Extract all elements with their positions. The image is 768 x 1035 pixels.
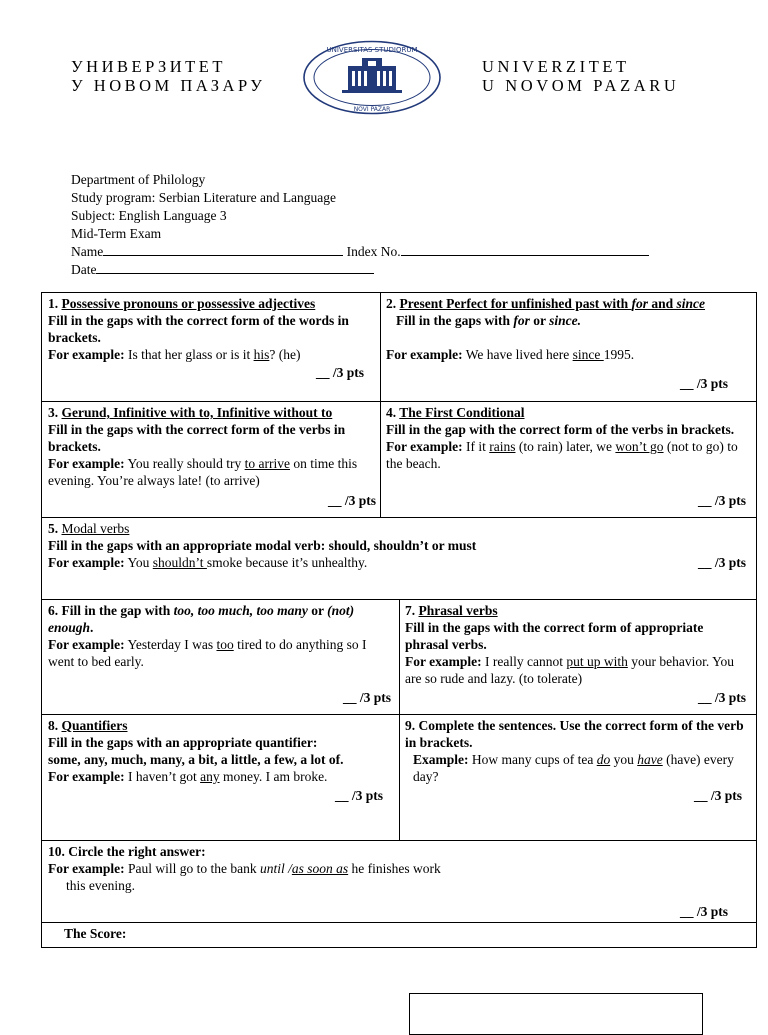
task-7-points: __ /3 pts [697,690,746,705]
task-7-instructions: Fill in the gaps with the correct form of appropriate phrasal verbs. [405,620,704,652]
task-5-instructions: Fill in the gaps with an appropriate modal verb: should, shouldn’t or must [48,538,477,553]
task-6-example: For example: Yesterday I was too tired to do anything so I went to bed early. [48,637,367,669]
task-3: 3. Gerund, Infinitive with to, Infinitive without to Fill in the gaps with the correct form of the verbs in brackets. For example: You really should try to arrive on time this evening. You’re always late! (to arrive) __ /3 pts [48,405,376,508]
task-9-title: 9. Complete the sentences. Use the correct form of the verb in brackets. [405,718,744,750]
task-8-points: __ /3 pts [334,788,383,803]
task-2: 2. Present Perfect for unfinished past with for and since Fill in the gaps with for or since. For example: We have lived here since 1995. __ /3 pts [380,293,756,401]
seal-top-text: UNIVERSITAS STUDIORUM [326,46,418,54]
task-4-instructions: Fill in the gap with the correct form of the verbs in brackets. [386,422,735,437]
cyrillic-line-2: У НОВОМ ПАЗАРУ [71,76,266,95]
cyrillic-line-1: УНИВЕРЗИТЕТ [71,57,226,76]
task-9-example: Example: How many cups of tea do you have (have) every day? [413,752,734,784]
task-6 [42,600,399,714]
date-field[interactable] [96,261,374,274]
task-8-instructions: Fill in the gaps with an appropriate quantifier: some, any, much, many, a bit, a little, a few, a lot of. [48,735,344,767]
task-1-example: For example: Is that her glass or is it his? (he) [48,347,301,362]
task-2-instructions: Fill in the gaps with for or since. [396,313,582,328]
exam-type: Mid-Term Exam [71,226,162,241]
task-row-2 [41,401,757,518]
task-2-title: Present Perfect for unfinished past with for and since [399,296,706,311]
task-7: 7. Phrasal verbs Fill in the gaps with the correct form of appropriate phrasal verbs. For example: I really cannot put up with your behavior. You are so rude and lazy. (to tolerate) __ /3 pts [399,600,756,714]
study-program: Study program: Serbian Literature and Language [71,190,337,205]
name-line [71,243,649,261]
task-4-example: For example: If it rains (to rain) later, we won’t go (not to go) to the beach. [386,439,738,471]
task-6-points: __ /3 pts [342,690,391,705]
seal-bottom-text: NOVI PAZAR [353,106,391,113]
task-4-title: The First Conditional [399,405,525,420]
task-9-points: __ /3 pts [693,788,742,803]
task-3-points: __ /3 pts [327,493,376,508]
task-7-title: Phrasal verbs [418,603,498,618]
task-7-example: For example: I really cannot put up with your behavior. You are so rude and lazy. (to tolerate) [405,654,734,686]
task-10-example: For example: Paul will go to the bank until /as soon as he finishes work [48,861,441,876]
task-8-title: Quantifiers [61,718,128,733]
task-10-title: 10. Circle the right answer: [48,844,206,859]
task-1-instructions: Fill in the gaps with the correct form of the words in brackets. [48,313,349,345]
task-row-4 [41,599,757,715]
task-8: 8. Quantifiers Fill in the gaps with an appropriate quantifier: some, any, much, many, a bit, a little, a few, a lot of. For example: I haven’t got any money. I am broke. __ /3 pts [42,715,399,840]
task-3-example: For example: You really should try to arrive on time this evening. You’re always late! (to arrive) [48,456,358,488]
task-5: 5. Modal verbs Fill in the gaps with an appropriate modal verb: should, shouldn’t or must For example: You shouldn’t smoke because it’s unhealthy. __ /3 pts [42,518,756,599]
exam-meta [71,171,649,279]
score-box[interactable] [409,993,703,1035]
score-row [41,922,757,948]
task-1-points: __ /3 pts [315,365,364,380]
task-10 [42,841,756,922]
task-row-5 [41,714,757,841]
name-field[interactable] [103,243,343,256]
task-10-example-line-2: this evening. [66,878,135,893]
score-label: The Score: [64,926,127,941]
name-label: Name [71,244,104,259]
task-3-instructions: Fill in the gaps with the correct form of the verbs in brackets. [48,422,346,454]
university-seal-logo [302,40,442,115]
task-5-points: __ /3 pts [697,555,746,570]
task-5-title: Modal verbs [61,521,130,536]
university-name-cyrillic [71,57,265,95]
task-6-title: 6. Fill in the gap with too, too much, too many or (not) enough. [48,603,355,635]
department: Department of Philology [71,172,206,187]
date-label: Date [71,262,97,277]
task-row-1 [41,292,757,402]
task-3-title: Gerund, Infinitive with to, Infinitive without to [61,405,333,420]
latin-line-1: UNIVERZITET [482,57,630,76]
university-name-latin [482,57,679,95]
task-10-points: __ /3 pts [679,904,728,919]
task-4-points: __ /3 pts [697,493,746,508]
index-label: Index No. [346,244,401,259]
task-4: 4. The First Conditional Fill in the gap with the correct form of the verbs in brackets. For example: If it rains (to rain) later, we won’t go (not to go) to the beach. __ /3 pts [380,402,756,517]
task-2-points: __ /3 pts [679,376,728,391]
task-1-title: Possessive pronouns or possessive adjectives [61,296,316,311]
subject: Subject: English Language 3 [71,208,227,223]
task-1: 1. Possessive pronouns or possessive adjectives Fill in the gaps with the correct form of the words in brackets. For example: Is that her glass or is it his? (he) __ /3 pts [42,293,380,401]
task-2-example: For example: We have lived here since 1995. [386,347,635,362]
task-8-example: For example: I haven’t got any money. I am broke. [48,769,328,784]
index-field[interactable] [401,243,649,256]
date-line [71,261,649,279]
task-row-6 [41,840,757,923]
task-5-example: For example: You shouldn’t smoke because it’s unhealthy. [48,555,368,570]
task-row-3 [41,517,757,600]
task-9 [399,715,756,840]
latin-line-2: U NOVOM PAZARU [482,76,680,95]
